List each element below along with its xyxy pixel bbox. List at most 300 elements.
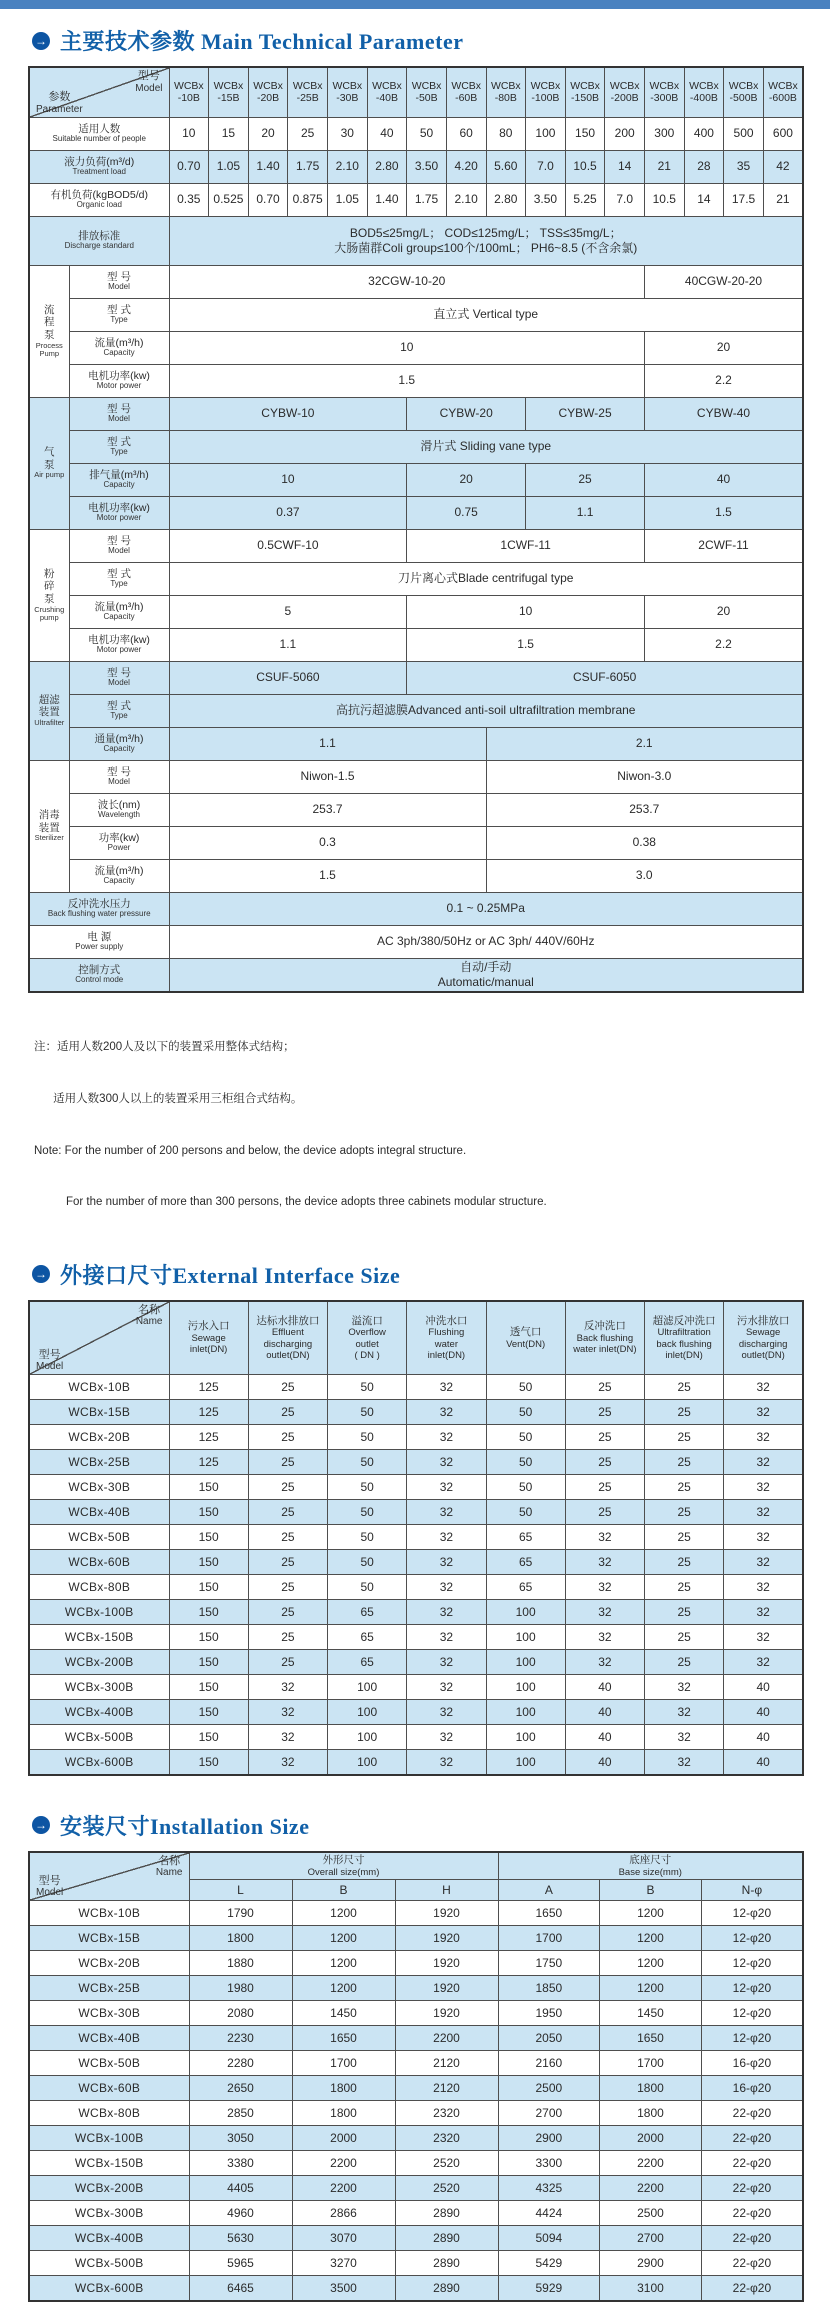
table-row <box>29 1400 803 1425</box>
corner-cell <box>29 1852 189 1901</box>
section3-title-text: 安装尺寸Installation Size <box>60 1813 310 1839</box>
value-cell: 4405 <box>189 2176 292 2201</box>
value-cell: 50 <box>328 1475 407 1500</box>
value-cell: 150 <box>169 1650 248 1675</box>
value-cell: 32 <box>248 1675 327 1700</box>
section2-title <box>32 1259 830 1290</box>
param-label-en: Model <box>108 678 130 688</box>
value-cell: 1800 <box>600 2101 702 2126</box>
table-row <box>29 1675 803 1700</box>
value-cell: 500 <box>724 117 764 150</box>
value-cell: 2000 <box>600 2126 702 2151</box>
model-cell: WCBx-100B <box>29 1600 169 1625</box>
value-cell: CYBW-40 <box>645 397 804 430</box>
value-cell: 100 <box>328 1700 407 1725</box>
value-cell: 6465 <box>189 2276 292 2301</box>
value-cell: 50 <box>486 1500 565 1525</box>
value-cell: 50 <box>486 1400 565 1425</box>
model-cell: WCBx-600B <box>29 2276 189 2301</box>
value-cell: 25 <box>645 1525 724 1550</box>
param-label-cell <box>29 150 169 183</box>
model-cell: WCBx-60B <box>29 1550 169 1575</box>
table-row <box>29 760 803 793</box>
value-cell: 2160 <box>498 2051 600 2076</box>
arrow-bullet-icon <box>32 32 50 50</box>
value-cell: 5.25 <box>565 183 605 216</box>
model-cell: WCBx-200B <box>29 2176 189 2201</box>
value-cell: 150 <box>169 1550 248 1575</box>
corner-top-label <box>136 1304 163 1328</box>
value-cell: 1920 <box>395 1951 498 1976</box>
value-cell: 32 <box>407 1500 486 1525</box>
value-cell: 4.20 <box>446 150 486 183</box>
table-row <box>29 2201 803 2226</box>
param-label-en: Type <box>110 447 128 457</box>
value-cell: 32 <box>645 1700 724 1725</box>
value-cell: 2650 <box>189 2076 292 2101</box>
column-header-cell: H <box>395 1880 498 1901</box>
value-cell: 2850 <box>189 2101 292 2126</box>
value-cell: 2200 <box>600 2176 702 2201</box>
column-header-cell: L <box>189 1880 292 1901</box>
param-label-en: Control mode <box>75 975 124 985</box>
value-cell: 32 <box>645 1725 724 1750</box>
value-cell: 50 <box>486 1425 565 1450</box>
value-cell: 150 <box>169 1700 248 1725</box>
table-row <box>29 1852 803 1880</box>
value-cell: 100 <box>328 1675 407 1700</box>
value-cell: 25 <box>565 1450 644 1475</box>
column-header-cell: B <box>292 1880 395 1901</box>
value-cell: 1200 <box>292 1926 395 1951</box>
table-row <box>29 496 803 529</box>
value-cell: 253.7 <box>486 793 803 826</box>
value-cell: 滑片式 Sliding vane type <box>169 430 803 463</box>
value-cell: 50 <box>407 117 447 150</box>
table-row <box>29 1575 803 1600</box>
value-cell: 32 <box>724 1450 803 1475</box>
value-cell: 2120 <box>395 2051 498 2076</box>
value-cell: 20 <box>248 117 288 150</box>
notes <box>34 1005 830 1229</box>
value-cell: 2890 <box>395 2251 498 2276</box>
value-cell: 2700 <box>600 2226 702 2251</box>
table-row <box>29 1301 803 1375</box>
model-header-cell: WCBx -80B <box>486 67 526 117</box>
value-cell: 1800 <box>292 2076 395 2101</box>
model-cell: WCBx-40B <box>29 1500 169 1525</box>
model-cell: WCBx-300B <box>29 1675 169 1700</box>
value-cell: 40 <box>565 1675 644 1700</box>
value-cell: 32 <box>724 1400 803 1425</box>
table-row <box>29 397 803 430</box>
param-label-zh: 排放标准 <box>78 230 121 243</box>
corner-cell <box>29 1301 169 1375</box>
value-cell: 32 <box>407 1625 486 1650</box>
group-label-cell <box>29 529 69 661</box>
value-cell: 3.0 <box>486 859 803 892</box>
value-cell: 1650 <box>292 2026 395 2051</box>
value-cell: 32 <box>407 1450 486 1475</box>
table-row <box>29 117 803 150</box>
value-cell: 5929 <box>498 2276 600 2301</box>
table-row <box>29 67 803 117</box>
value-cell: 1700 <box>600 2051 702 2076</box>
value-cell: 2320 <box>395 2126 498 2151</box>
model-header-cell: WCBx -50B <box>407 67 447 117</box>
param-label-cell <box>69 661 169 694</box>
value-cell: 32 <box>565 1575 644 1600</box>
value-cell: 32 <box>645 1750 724 1775</box>
value-cell: 40 <box>565 1750 644 1775</box>
value-cell: 3.50 <box>526 183 566 216</box>
value-cell: 100 <box>526 117 566 150</box>
value-cell: 0.37 <box>169 496 407 529</box>
value-cell: 1.05 <box>328 183 368 216</box>
table-row <box>29 2226 803 2251</box>
table-row <box>29 1425 803 1450</box>
value-cell: 65 <box>328 1600 407 1625</box>
value-cell: 25 <box>645 1650 724 1675</box>
value-cell: 22-φ20 <box>701 2201 803 2226</box>
value-cell: 3500 <box>292 2276 395 2301</box>
value-cell: 2CWF-11 <box>645 529 804 562</box>
value-cell: 32CGW-10-20 <box>169 265 645 298</box>
column-header-cell: B <box>600 1880 702 1901</box>
value-cell: 50 <box>328 1375 407 1400</box>
value-cell: 25 <box>248 1625 327 1650</box>
param-label-en: Model <box>108 546 130 556</box>
value-cell: 25 <box>645 1575 724 1600</box>
value-cell: 25 <box>565 1375 644 1400</box>
param-label-cell <box>69 793 169 826</box>
value-cell: 2.80 <box>486 183 526 216</box>
value-cell: 40 <box>645 463 804 496</box>
column-header-cell: 透气口 Vent(DN) <box>486 1301 565 1375</box>
model-cell: WCBx-200B <box>29 1650 169 1675</box>
value-cell: 32 <box>724 1625 803 1650</box>
model-cell: WCBx-80B <box>29 2101 189 2126</box>
value-cell: 1790 <box>189 1901 292 1926</box>
param-label-cell <box>69 364 169 397</box>
table-row <box>29 958 803 992</box>
model-cell: WCBx-100B <box>29 2126 189 2151</box>
param-label-cell <box>29 892 169 925</box>
value-cell: 2700 <box>498 2101 600 2126</box>
value-cell: 150 <box>169 1525 248 1550</box>
model-header-cell: WCBx -15B <box>209 67 249 117</box>
param-label-en: Power <box>107 843 131 853</box>
value-cell: 600 <box>763 117 803 150</box>
value-cell: 150 <box>565 117 605 150</box>
table-row <box>29 2126 803 2151</box>
corner-bottom-zh: 参数 <box>48 90 71 103</box>
param-label-cell <box>69 595 169 628</box>
group-label-cell <box>29 760 69 892</box>
value-cell: 32 <box>724 1525 803 1550</box>
param-label-zh: 排气量(m³/h) <box>89 469 149 482</box>
value-cell: 150 <box>169 1750 248 1775</box>
value-cell: 1920 <box>395 1976 498 2001</box>
value-cell: 21 <box>645 150 685 183</box>
table-row <box>29 2051 803 2076</box>
model-cell: WCBx-10B <box>29 1375 169 1400</box>
value-cell: 25 <box>565 1500 644 1525</box>
value-cell: CYBW-20 <box>407 397 526 430</box>
value-cell: 1200 <box>292 1976 395 2001</box>
value-cell: 100 <box>486 1750 565 1775</box>
model-cell: WCBx-150B <box>29 2151 189 2176</box>
value-cell: 100 <box>328 1750 407 1775</box>
arrow-bullet-icon <box>32 1816 50 1834</box>
param-label-zh: 电机功率(kw) <box>88 370 150 383</box>
table-row <box>29 859 803 892</box>
value-cell: 5630 <box>189 2226 292 2251</box>
value-cell: 150 <box>169 1475 248 1500</box>
value-cell: 2.10 <box>446 183 486 216</box>
value-cell: 0.5CWF-10 <box>169 529 407 562</box>
value-cell: 100 <box>486 1650 565 1675</box>
value-cell: 0.75 <box>407 496 526 529</box>
value-cell: 65 <box>328 1625 407 1650</box>
column-header-cell: 超滤反冲洗口 Ultrafiltration back flushing inlet(DN) <box>645 1301 724 1375</box>
param-label-cell <box>69 727 169 760</box>
model-cell: WCBx-150B <box>29 1625 169 1650</box>
value-cell: 40CGW-20-20 <box>645 265 804 298</box>
value-cell: CYBW-25 <box>526 397 645 430</box>
param-label-zh: 型 式 <box>107 568 131 581</box>
value-cell: 40 <box>565 1725 644 1750</box>
param-label-cell <box>69 496 169 529</box>
column-header-zh: 反冲洗口 <box>583 1320 626 1333</box>
param-label-cell <box>69 628 169 661</box>
model-cell: WCBx-20B <box>29 1951 189 1976</box>
corner-bottom-zh: 型号 <box>38 1348 61 1361</box>
param-label-cell <box>69 694 169 727</box>
corner-top-label <box>156 1855 183 1879</box>
model-cell: WCBx-50B <box>29 2051 189 2076</box>
value-cell: 20 <box>407 463 526 496</box>
value-cell: 3270 <box>292 2251 395 2276</box>
param-label-zh: 型 号 <box>107 403 131 416</box>
value-cell: 32 <box>407 1650 486 1675</box>
table-row <box>29 793 803 826</box>
value-cell: 1700 <box>292 2051 395 2076</box>
note-line: 注：适用人数200人及以下的装置采用整体式结构； <box>34 1041 295 1053</box>
table-row <box>29 1976 803 2001</box>
value-cell: 12-φ20 <box>701 1901 803 1926</box>
value-cell: 50 <box>486 1375 565 1400</box>
param-label-zh: 型 号 <box>107 271 131 284</box>
value-cell: 22-φ20 <box>701 2276 803 2301</box>
model-cell: WCBx-400B <box>29 1700 169 1725</box>
table-row <box>29 694 803 727</box>
section1-title <box>32 25 830 56</box>
table-row <box>29 562 803 595</box>
corner-bottom-en: Model <box>36 1361 64 1373</box>
value-cell: 2050 <box>498 2026 600 2051</box>
value-cell: 50 <box>328 1425 407 1450</box>
note-line: 适用人数300人以上的装置采用三柜组合式结构。 <box>34 1092 303 1105</box>
value-cell: 22-φ20 <box>701 2226 803 2251</box>
param-label-cell <box>69 430 169 463</box>
value-cell: 400 <box>684 117 724 150</box>
value-cell: Niwon-3.0 <box>486 760 803 793</box>
value-cell: 2.10 <box>328 150 368 183</box>
value-cell: 200 <box>605 117 645 150</box>
value-cell: 高抗污超滤膜Advanced anti-soil ultrafiltration membrane <box>169 694 803 727</box>
group-label-en: Process Pump <box>35 340 63 358</box>
param-label-zh: 型 号 <box>107 535 131 548</box>
value-cell: 1.75 <box>288 150 328 183</box>
value-cell: 1920 <box>395 1901 498 1926</box>
column-header-zh: 冲洗水口 <box>425 1314 468 1327</box>
value-cell: 2500 <box>600 2201 702 2226</box>
value-cell: 32 <box>407 1700 486 1725</box>
value-cell: 5 <box>169 595 407 628</box>
column-header-zh: 超滤反冲洗口 <box>652 1314 716 1327</box>
param-label-zh: 液力负荷(m³/d) <box>64 156 135 169</box>
param-label-en: Motor power <box>96 645 142 655</box>
value-cell: 22-φ20 <box>701 2151 803 2176</box>
value-cell: 32 <box>407 1575 486 1600</box>
value-cell: 32 <box>645 1675 724 1700</box>
param-label-cell <box>69 463 169 496</box>
table-row <box>29 1500 803 1525</box>
corner-top-en: Model <box>135 82 163 94</box>
value-cell: 1.40 <box>367 183 407 216</box>
value-cell: 1750 <box>498 1951 600 1976</box>
value-cell: 3300 <box>498 2151 600 2176</box>
value-cell: 100 <box>486 1600 565 1625</box>
param-label-cell <box>69 331 169 364</box>
corner-bottom-zh: 型号 <box>38 1874 61 1887</box>
param-label-en: Treatment load <box>72 167 126 177</box>
value-cell: 80 <box>486 117 526 150</box>
table-row <box>29 1625 803 1650</box>
top-blue-bar <box>0 0 830 9</box>
param-label-zh: 流量(m³/h) <box>94 601 144 614</box>
value-cell: 50 <box>328 1550 407 1575</box>
value-cell: 刀片离心式Blade centrifugal type <box>169 562 803 595</box>
value-cell: 25 <box>248 1500 327 1525</box>
value-cell: 150 <box>169 1725 248 1750</box>
group-label-cell <box>29 265 69 397</box>
table-row <box>29 331 803 364</box>
value-cell: 2900 <box>498 2126 600 2151</box>
table-row <box>29 2076 803 2101</box>
value-cell: 16-φ20 <box>701 2076 803 2101</box>
value-cell: 2200 <box>292 2151 395 2176</box>
table-row <box>29 2251 803 2276</box>
value-cell: 25 <box>248 1650 327 1675</box>
value-cell: 1920 <box>395 1926 498 1951</box>
value-cell: 1.5 <box>169 364 645 397</box>
value-cell: 25 <box>248 1475 327 1500</box>
param-label-en: Wavelength <box>98 810 140 820</box>
value-cell: 5.60 <box>486 150 526 183</box>
value-cell: 2.2 <box>645 628 804 661</box>
param-label-cell <box>69 826 169 859</box>
column-header-zh: 透气口 <box>509 1326 542 1338</box>
model-cell: WCBx-20B <box>29 1425 169 1450</box>
value-cell: 150 <box>169 1675 248 1700</box>
column-header-cell: N-φ <box>701 1880 803 1901</box>
column-header-zh: 溢流口 <box>351 1314 383 1327</box>
value-cell: 1200 <box>600 1976 702 2001</box>
value-cell: 50 <box>328 1525 407 1550</box>
value-cell: 1650 <box>600 2026 702 2051</box>
model-cell: WCBx-600B <box>29 1750 169 1775</box>
value-cell: 0.35 <box>169 183 209 216</box>
value-cell: 3380 <box>189 2151 292 2176</box>
value-cell: 60 <box>446 117 486 150</box>
value-cell: 32 <box>407 1600 486 1625</box>
table-row <box>29 1525 803 1550</box>
value-cell: 12-φ20 <box>701 2026 803 2051</box>
param-label-zh: 功率(kw) <box>98 832 140 845</box>
param-label-zh: 适用人数 <box>78 123 121 136</box>
table-row <box>29 1475 803 1500</box>
value-cell: 25 <box>645 1425 724 1450</box>
corner-top-zh: 型号 <box>137 70 160 82</box>
param-label-cell <box>29 216 169 265</box>
value-cell: 2320 <box>395 2101 498 2126</box>
group-label-en: Ultrafilter <box>34 717 65 727</box>
table-row <box>29 1600 803 1625</box>
column-header-cell: 溢流口 Overflow outlet ( DN ) <box>328 1301 407 1375</box>
param-label-en: Motor power <box>96 513 142 523</box>
table-row <box>29 2026 803 2051</box>
corner-top-zh: 名称 <box>158 1854 181 1867</box>
value-cell: 17.5 <box>724 183 764 216</box>
value-cell: 2.1 <box>486 727 803 760</box>
model-cell: WCBx-25B <box>29 1450 169 1475</box>
value-cell: 1980 <box>189 1976 292 2001</box>
group-label-cell <box>29 397 69 529</box>
value-cell: 25 <box>248 1550 327 1575</box>
value-cell: 25 <box>248 1525 327 1550</box>
value-cell: 32 <box>407 1725 486 1750</box>
table-row <box>29 298 803 331</box>
value-cell: 1200 <box>292 1951 395 1976</box>
value-cell: 25 <box>565 1425 644 1450</box>
table-row <box>29 364 803 397</box>
value-cell: 25 <box>248 1425 327 1450</box>
value-cell: CSUF-5060 <box>169 661 407 694</box>
value-cell: 125 <box>169 1400 248 1425</box>
column-header-cell: 污水排放口 Sewage discharging outlet(DN) <box>724 1301 803 1375</box>
table-row <box>29 216 803 265</box>
section1-title-text: 主要技术参数 Main Technical Parameter <box>60 29 464 54</box>
table-row <box>29 2176 803 2201</box>
table-row <box>29 1901 803 1926</box>
value-cell: 25 <box>248 1400 327 1425</box>
table-row <box>29 1725 803 1750</box>
value-cell: 40 <box>367 117 407 150</box>
corner-top-en: Name <box>135 1316 163 1328</box>
value-cell: 14 <box>684 183 724 216</box>
value-cell: 32 <box>724 1375 803 1400</box>
param-label-cell <box>29 958 169 992</box>
param-label-cell <box>69 760 169 793</box>
external-interface-size-table <box>28 1300 804 1776</box>
value-cell: 32 <box>407 1750 486 1775</box>
value-cell: 2120 <box>395 2076 498 2101</box>
column-header-cell: A <box>498 1880 600 1901</box>
value-cell: 25 <box>248 1575 327 1600</box>
value-cell: 32 <box>724 1575 803 1600</box>
